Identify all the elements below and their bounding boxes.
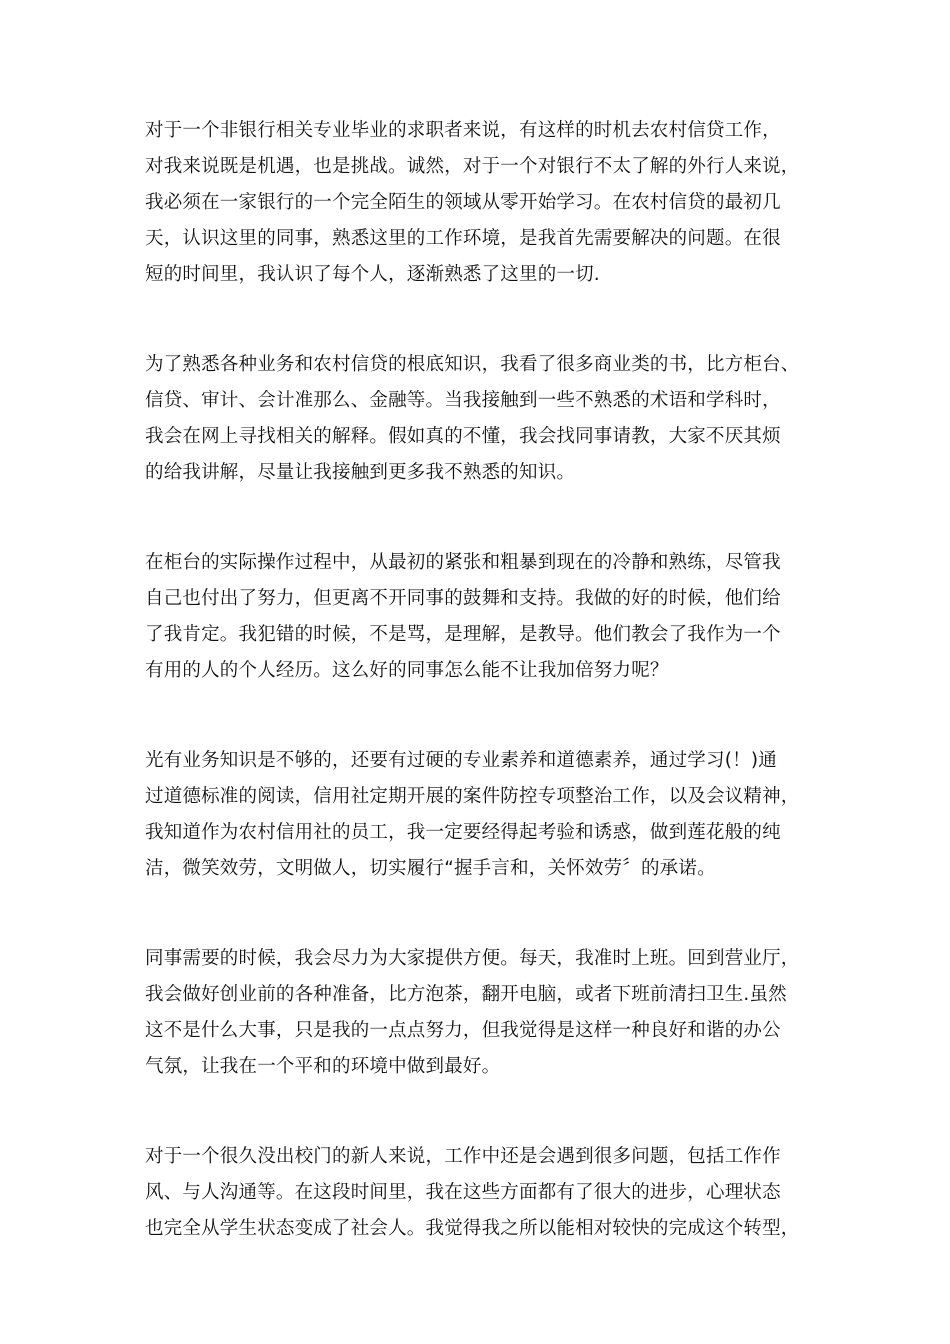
paragraph [145,545,815,689]
paragraph [145,743,815,887]
text-line: 也完全从学生状态变成了社会人。我觉得我之所以能相对较快的完成这个转型， [145,1218,800,1239]
text-line: 为了熟悉各种业务和农村信贷的根底知识，我看了很多商业类的书，比方柜台、 [145,354,800,375]
text-line: 天，认识这里的同事，熟悉这里的工作环境，是我首先需要解决的问题。在很 [145,228,781,249]
paragraph [145,941,815,1085]
document-body [145,113,815,1301]
text-line: 同事需要的时候，我会尽力为大家提供方便。每天，我准时上班。回到营业厅， [145,948,800,969]
text-line: 洁，微笑效劳，文明做人，切实履行“握手言和，关怀效劳〞的承诺。 [145,858,716,879]
text-line: 我知道作为农村信用社的员工，我一定要经得起考验和诱惑，做到莲花般的纯 [145,822,781,843]
text-line: 在柜台的实际操作过程中，从最初的紧张和粗暴到现在的冷静和熟练，尽管我 [145,552,781,573]
text-line: 这不是什么大事，只是我的一点点努力，但我觉得是这样一种良好和谐的办公 [145,1020,781,1041]
text-line: 对于一个很久没出校门的新人来说，工作中还是会遇到很多问题，包括工作作 [145,1146,781,1167]
text-line: 过道德标准的阅读，信用社定期开展的案件防控专项整治工作，以及会议精神， [145,786,800,807]
text-line: 信贷、审计、会计准那么、金融等。当我接触到一些不熟悉的术语和学科时， [145,390,781,411]
text-line: 对我来说既是机遇，也是挑战。诚然，对于一个对银行不太了解的外行人来说， [145,156,800,177]
text-line: 了我肯定。我犯错的时候，不是骂，是理解，是教导。他们教会了我作为一个 [145,624,781,645]
text-line: 风、与人沟通等。在这段时间里，我在这些方面都有了很大的进步，心理状态 [145,1182,781,1203]
text-line: 自己也付出了努力，但更离不开同事的鼓舞和支持。我做的好的时候，他们给 [145,588,781,609]
text-line: 对于一个非银行相关专业毕业的求职者来说，有这样的时机去农村信贷工作， [145,120,781,141]
text-line: 我会在网上寻找相关的解释。假如真的不懂，我会找同事请教，大家不厌其烦 [145,426,781,447]
text-line: 短的时间里，我认识了每个人，逐渐熟悉了这里的一切. [145,264,600,285]
paragraph [145,347,815,491]
text-line: 有用的人的个人经历。这么好的同事怎么能不让我加倍努力呢？ [145,660,669,681]
paragraph [145,1139,815,1247]
text-line: 的给我讲解，尽量让我接触到更多我不熟悉的知识。 [145,462,576,483]
text-line: 光有业务知识是不够的，还要有过硬的专业素养和道德素养，通过学习(！)通 [145,750,777,771]
text-line: 我会做好创业前的各种准备，比方泡茶，翻开电脑，或者下班前清扫卫生.虽然 [145,984,787,1005]
text-line: 我必须在一家银行的一个完全陌生的领域从零开始学习。在农村信贷的最初几 [145,192,781,213]
paragraph [145,113,815,293]
text-line: 气氛，让我在一个平和的环境中做到最好。 [145,1056,501,1077]
